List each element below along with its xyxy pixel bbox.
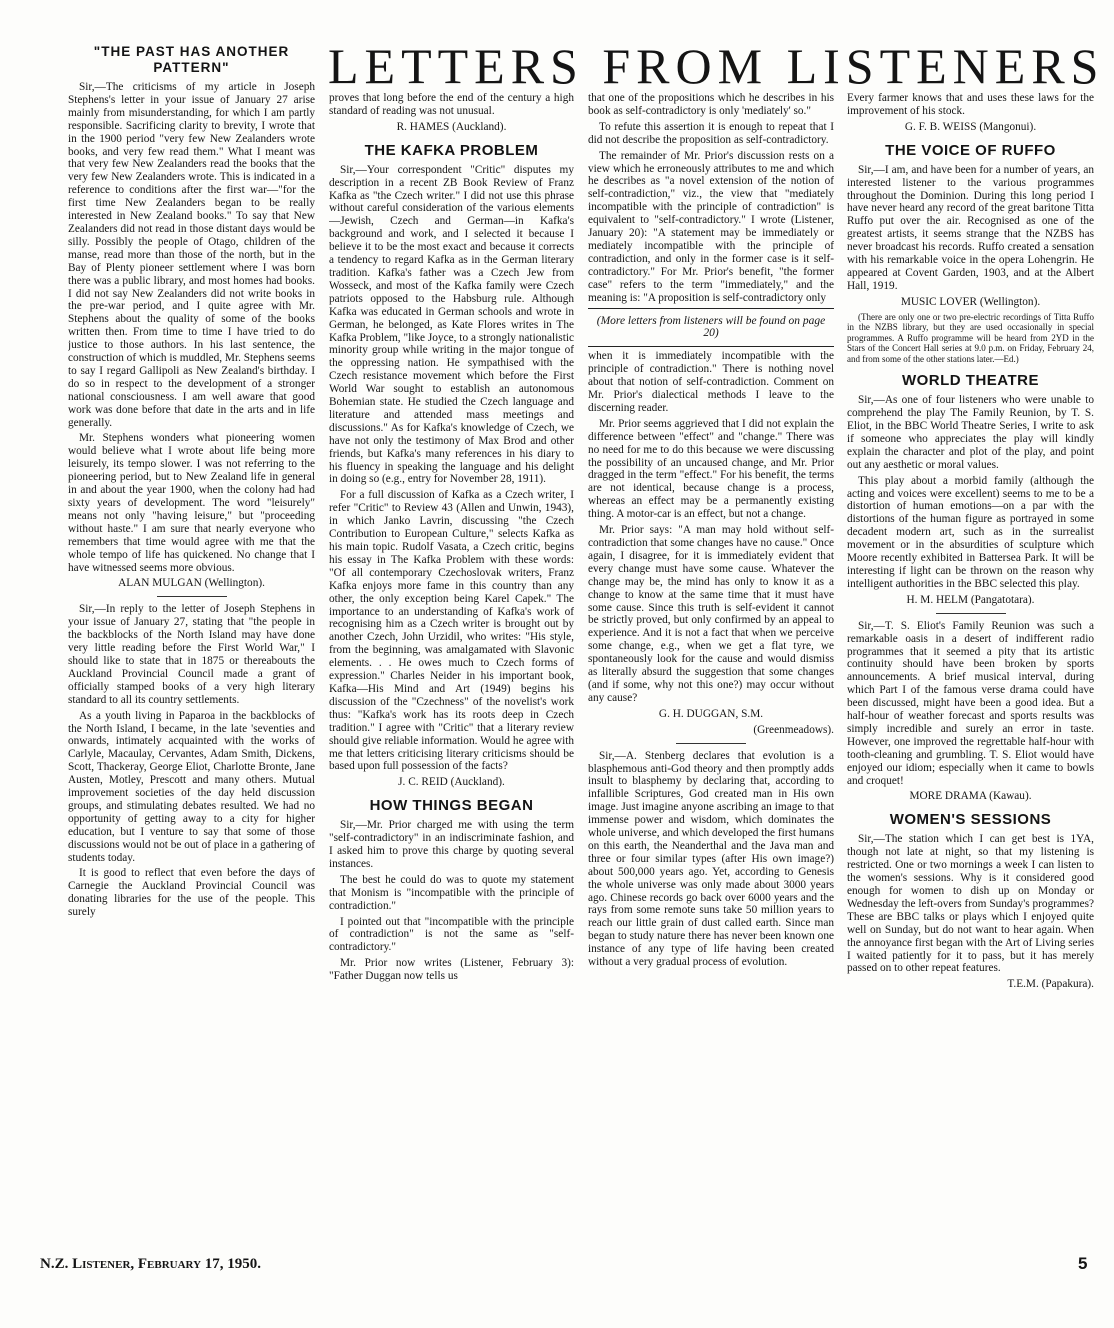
letter-signature-place: (Greenmeadows). (753, 723, 834, 736)
letter-paragraph: that one of the propositions which he describes in his book as self-contradictory is only 'mediately' so." (588, 92, 834, 117)
letter-paragraph: Sir,—I am, and have been for a number of years, an interested listener to the various programmes throughout the Dominion. During this long period I have never heard any record of the great baritone Titta Ruffo put over the air. Recognised as one of the greatest artists, it seems strange that the NZBS has never broadcast his records. Ruffo created a sensation with his remarkable voice in the opera Lohengrin. He appeared at Covent Garden, 1903, and at the Albert Hall, 1919. (847, 163, 1094, 292)
letter-paragraph: The remainder of Mr. Prior's discussion rests on a view which he erroneously attributes to me and which he describes as "a novel extension of the notion of self-contradiction," viz., the view that "mediately incompatible with the principle of contradiction" is equivalent to "self-contradictory." I wrote (Listener, January 20): "A statement may be immediately or mediately incompatible with the principle of contradiction, and only in the former case is it self-contradictory." For Mr. Prior's benefit, "the former case" refers to the term "immediately," and the meaning is: "A proposition is self-contradictory only (588, 149, 834, 304)
letter-paragraph: proves that long before the end of the century a high standard of reading was not unusual. (329, 92, 574, 117)
footer-publication-date: N.Z. Listener, February 17, 1950. (40, 1256, 262, 1272)
divider (157, 596, 227, 597)
letter-paragraph: Sir,—In reply to the letter of Joseph Stephens in your issue of January 27, stating that "the people in the backblocks of the North Island may have done very little reading before the First World War," I should like to state that in 1875 or thereabouts the Auckland Provincial Council made a grant of officially stamped books of a very high literary standard to all its country settlements. (68, 603, 315, 706)
column-4 (847, 92, 1094, 1254)
letter-signature: R. HAMES (Auckland). (396, 120, 507, 133)
letter-paragraph: The best he could do was to quote my statement that Monism is "incompatible with the principle of contradiction." (329, 873, 574, 912)
letter-signature: G. H. DUGGAN, S.M. (658, 707, 764, 720)
letter-paragraph: It is good to reflect that even before the days of Carnegie the Auckland Provincial Council was donating libraries for the use of the people. This surely (68, 867, 315, 919)
letter-paragraph: Mr. Prior says: "A man may hold without self-contradiction that some changes have no cause." Once again, I disagree, for it is immediately evident that every change must have some cause. Whatever the change may be, the mind has only to know it as a change to know at the same time that it must have some cause. Since this truth is self-evident it cannot be strictly proved, but only confirmed by an appeal to experience. And it is not a fact that when we perceive some change, e.g., when we get a flat tyre, we spontaneously look for the cause and would dismiss as literally absurd the suggestion that some changes (and if some, why not this one?) may occur without any cause? (588, 524, 834, 704)
letter-signature: G. F. B. WEISS (Mangonui). (904, 120, 1037, 133)
letter-heading: THE KAFKA PROBLEM (364, 141, 539, 159)
letter-paragraph: when it is immediately incompatible with the principle of contradiction." There is nothing novel about that notion of self-contradiction. Comment on Mr. Prior's dialectical methods I leave to the discerning reader. (588, 350, 834, 414)
letter-paragraph: As a youth living in Paparoa in the backblocks of the North Island, I became, in the late 'seventies and onwards, intimately acquainted with the works of Carlyle, Macaulay, Cervantes, Adam Smith, Dickens, Scott, Thackeray, George Eliot, Charlotte Bronte, Jane Austen, Motley, Prescott and many others. Mutual improvement societies of the day held discussion groups, and stimulating debates resulted. We had no opportunity of getting away to a city for higher education, but I venture to say that some of those discussions would not be out of place in a gathering of students today. (68, 709, 315, 864)
letter-paragraph: Sir,—Your correspondent "Critic" disputes my description in a recent ZB Book Review of Franz Kafka as "the Czech writer." I did not use this phrase without careful consideration of the various elements—Jewish, Czech and German—in Kafka's background and work, and I selected it because I believe it to be the most exact and because it corrects a tendency to regard Kafka as in the German literary tradition. Kafka's father was a Czech Jew from Wosseck, and most of the Kafka family were Czech patriots opposed to the Habsburg rule. Although Kafka was educated in German schools and wrote in German, he belonged, as Kate Flores writes in The Kafka Problem, "like Joyce, to a strongly nationalistic minority group while writing in the major tongue of the oppressing nation. He sympathised with the Czech resistance movement which before the First World War sought to establish an autonomous Bohemian state. He studied the Czech language and literature and attended mass meetings and discussions." As for Kafka's knowledge of Czech, we have not only the testimony of Max Brod and other friends, but Kafka's many references in his diary to his fluency in speaking the language and his delight in doing so (e.g., entry for November 28, 1911). (329, 163, 574, 486)
letter-paragraph: Sir,—Mr. Prior charged me with using the term "self-contradictory" in an indiscriminate fashion, and I asked him to prove this charge by quoting several instances. (329, 819, 574, 870)
letter-heading: THE VOICE OF RUFFO (885, 141, 1056, 159)
letter-paragraph: Sir,—T. S. Eliot's Family Reunion was such a remarkable oasis in a desert of indifferent radio programmes that it seemed a pity that its artistic continuity should have been broken by sports announcements. A brief musical interval, during which Part I of the famous verse drama could have been discussed, might have been a good idea. But a half-hour of weather forecast and sports results was simply incredible and surely an error in taste. However, one improved the regrettable half-hour with tooth-cleaning and grumbling. T. S. Eliot would have enjoyed our idiom; especially when it came to bowls and croquet! (847, 619, 1094, 787)
letter-paragraph: Every farmer knows that and uses these laws for the improvement of his stock. (847, 92, 1094, 117)
editor-note: (There are only one or two pre-electric recordings of Titta Ruffo in the NZBS library, but they are used occasionally in special programmes. A Ruffo programme will be heard from 2YD in the Stars of the Concert Hall series at 9.0 p.m. on Friday, February 24, and from some of the other stations later.—Ed.) (847, 311, 1094, 364)
letter-paragraph: For a full discussion of Kafka as a Czech writer, I refer "Critic" to Review 43 (Allen and Unwin, 1943), in which Janko Lavrin, discussing "the Czech Contribution to European Culture," selects Kafka as his main topic. Rudolf Vasata, a Czech critic, begins his essay in The Kafka Problem with these words: "Of all contemporary Czechoslovak writers, Franz Kafka enjoys more fame in this country than any other, the only exception being Karel Capek." The importance to an understanding of Kafka's work of recognising him as a Czech writer is brought out by another Czech, John Urzidil, who writes: "His style, from the beginning, was amalgamated with Slavonic elements. . . He owes much to Czech forms of expression." Charles Neider in his important book, Kafka—His Mind and Art (1949) begins his discussion of the "Czechness" of the novelist's work thus: "Kafka's work has its roots deep in Czech tradition." I agree with "Critic" that a literary review should give reliable information. Would he agree with me that letters criticising literary criticisms should be based upon full possession of the facts? (329, 489, 574, 773)
letter-paragraph: To refute this assertion it is enough to repeat that I did not describe the proposition as self-contradictory. (588, 120, 834, 146)
letter-signature: H. M. HELM (Pangatotara). (906, 593, 1035, 606)
continued-note: (More letters from listeners will be found on page 20) (588, 308, 834, 348)
letter-paragraph: Sir,—The criticisms of my article in Joseph Stephens's letter in your issue of January 27 arise mainly from misunderstanding, for which I am partly responsible. Sacrificing clarity to brevity, I wrote that in the 1900 period "very few New Zealanders wrote books, and very few read them." What I meant was that very few New Zealanders read the books that the very few New Zealanders wrote. This is indicated in a reference to conditions after the first war—"for the first time New Zealanders began to be really interested in New Zealand books." To say that New Zealanders did not read in those distant days would be silly. Possibly the people of Otago, children of the manse, read more than those of the north, but in the Bay of Plenty pioneer settlement where I was born there was a public library, and most homes had books. I did not say New Zealanders did not write books in the pre-war period, and I quite agree with Mr. Stephens about the quality of some of the books written then. From time to time I have tried to do justice to those authors. In his last sentence, the construction of which is muddled, Mr. Stephens seems to say I regard Gallipoli as New Zealand's birthday. I do so in respect to the development of a stronger national consciousness. I am well aware that good work was done before that date in the arts and in life generally. (68, 81, 315, 429)
page-number: 5 (1078, 1254, 1088, 1273)
letter-paragraph: I pointed out that "incompatible with the principle of contradiction" is not the same as "self-contradictory." (329, 915, 574, 954)
letter-signature: ALAN MULGAN (Wellington). (118, 577, 265, 590)
letter-paragraph: Mr. Prior now writes (Listener, February 3): "Father Duggan now tells us (329, 957, 574, 983)
letter-paragraph: Sir,—As one of four listeners who were unable to comprehend the play The Family Reunion, by T. S. Eliot, in the BBC World Theatre Series, I write to ask if someone who appreciates the play will kindly explain the character and plot of the play, and point out any aesthetic or moral values. (847, 394, 1094, 471)
letter-heading: WORLD THEATRE (901, 372, 1040, 390)
letter-signature: MORE DRAMA (Kawau). (909, 790, 1032, 803)
letter-heading: HOW THINGS BEGAN (369, 797, 534, 815)
divider (936, 613, 1006, 614)
letter-signature: J. C. REID (Auckland). (398, 776, 505, 789)
letter-heading: WOMEN'S SESSIONS (889, 811, 1052, 829)
letter-paragraph: Sir,—The station which I can get best is 1YA, though not late at night, so that my listening is restricted. One or two mornings a week I can listen to the women's sessions. Why is it considered good enough for women to dish up on Monday or Wednesday the left-overs from Sunday's programmes? These are BBC talks or plays which I enjoyed quite well on Sunday, but do not want to hear again. When the annoyance first began with the Art of Living series I waited patiently for it to pass, but it has merely passed on to other repeat features. (847, 833, 1094, 975)
column-2 (329, 92, 574, 1254)
column-1 (68, 44, 315, 1254)
letter-paragraph: This play about a morbid family (although the acting and voices were excellent) seems to me to be a distortion of human emotions—on a par with the distortions of the human figure as portrayed in some decadent modern art, such as in the surrealist movement or in the absurdities of sculpture which Moore recently exhibited in Battersea Park. It will be interesting if light can be thrown on the reason why intelligent authorities in the BBC selected this play. (847, 474, 1094, 590)
page-banner: LETTERS FROM LISTENERS (328, 38, 1105, 94)
letter-paragraph: Mr. Prior seems aggrieved that I did not explain the difference between "effect" and "change." There was no need for me to do this because we were discussing the possibility of an uncaused change, and Mr. Prior dragged in the term "effect." For his benefit, the terms are not identical, because change is a process, whereas an effect may be a permanently existing thing. A motor-car is an effect, but not a change. (588, 417, 834, 521)
letter-paragraph: Mr. Stephens wonders what pioneering women would believe what I wrote about life being more leisurely, its tempo slower. I was not referring to the pioneering period, but to New Zealand life in general in and about the year 1900, when the colony had had sixty years of development. The word "leisurely" means not only "having leisure," but "proceeding without haste." I am sure that nearly everyone who remembers that time would agree with me that the whole tempo of life has quickened. No change that I have witnessed seems more obvious. (68, 432, 315, 574)
letter-heading: "THE PAST HAS ANOTHER PATTERN" (93, 44, 290, 75)
column-3 (588, 92, 834, 1254)
letter-paragraph: Sir,—A. Stenberg declares that evolution is a blasphemous anti-God theory and then promptly adds insult to blasphemy by declaring that, according to infallible Scriptures, God created man in His own image. Just imagine anyone ascribing an image to that immense power and wisdom, which dominates the whole universe, and which developed the first humans on this earth, the Neanderthal and the Java man and three or four similar types (after His own image?) about 500,000 years ago. Yet, according to Genesis the whole universe was only made about 3000 years ago. Chinese records go back over 6000 years and the rays from some remote suns take 50 million years to reach our little grain of dust called earth. Since man began to study nature there has never been known one instance of any type of life having been created without a very gradual process of evolution. (588, 749, 834, 969)
letter-signature: T.E.M. (Papakura). (1007, 978, 1094, 991)
letter-signature: MUSIC LOVER (Wellington). (900, 295, 1041, 308)
divider (676, 743, 746, 744)
